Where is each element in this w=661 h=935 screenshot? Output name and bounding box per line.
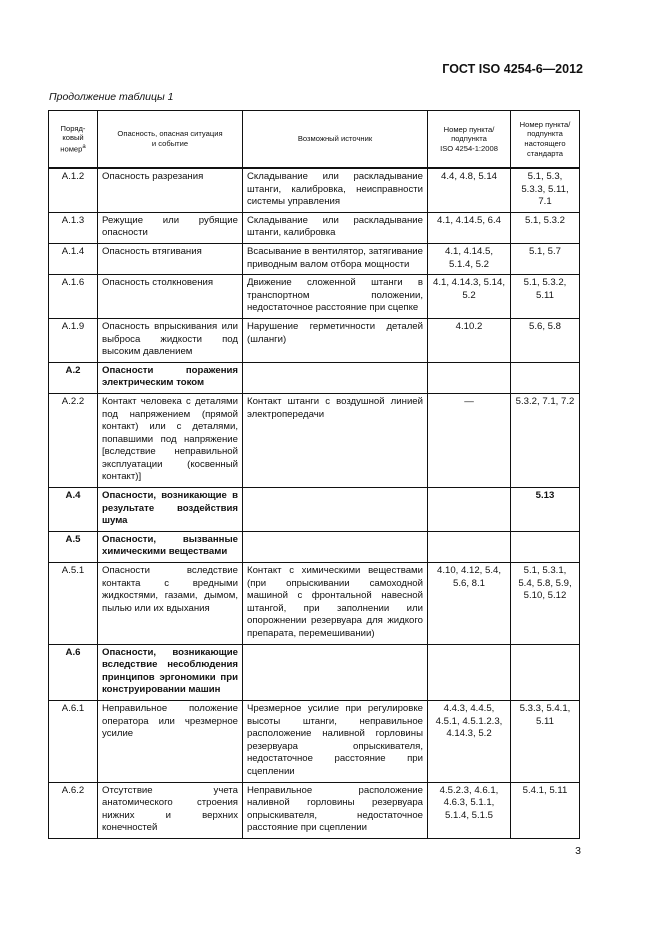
table-row — [49, 275, 580, 319]
table-row — [49, 488, 580, 532]
table-row — [49, 700, 580, 782]
row-iso-clause — [428, 488, 511, 532]
row-std-clause — [511, 644, 580, 700]
row-iso-clause: 4.1, 4.14.5, 5.1.4, 5.2 — [428, 243, 511, 274]
row-std-clause: 5.1, 5.7 — [511, 243, 580, 274]
row-std-clause: 5.4.1, 5.11 — [511, 782, 580, 838]
row-number: А.1.4 — [49, 243, 98, 274]
row-source: Контакт штанги с воздушной линией электропередачи — [243, 393, 428, 487]
row-number: А.4 — [49, 488, 98, 532]
table-row — [49, 531, 580, 562]
row-hazard: Опасности, вызванные химическими веществами — [98, 531, 243, 562]
row-iso-clause: — — [428, 393, 511, 487]
row-std-clause: 5.3.2, 7.1, 7.2 — [511, 393, 580, 487]
row-iso-clause: 4.10, 4.12, 5.4, 5.6, 8.1 — [428, 563, 511, 645]
table-caption: Продолжение таблицы 1 — [49, 91, 174, 103]
row-number: А.2.2 — [49, 393, 98, 487]
row-iso-clause: 4.4, 4.8, 5.14 — [428, 168, 511, 212]
row-number: А.5.1 — [49, 563, 98, 645]
row-source: Движение сложенной штанги в транспортном положении, недостаточное расстояние при сцепке — [243, 275, 428, 319]
hazards-table — [48, 110, 580, 839]
row-source: Складывание или раскладывание штанги, калибровка, неисправности системы управления — [243, 168, 428, 212]
table-row — [49, 212, 580, 243]
row-iso-clause: 4.10.2 — [428, 318, 511, 362]
row-source: Нарушение герметичности деталей (шланги) — [243, 318, 428, 362]
row-std-clause: 5.3.3, 5.4.1, 5.11 — [511, 700, 580, 782]
row-iso-clause — [428, 362, 511, 393]
row-std-clause: 5.1, 5.3.2, 5.11 — [511, 275, 580, 319]
table-row — [49, 362, 580, 393]
row-number: А.6.2 — [49, 782, 98, 838]
row-hazard: Контакт человека с деталями под напряжением (прямой контакт) или с деталями, попавшими под напряжение [вследствие неправильной эксплуатации (косвенный контакт)] — [98, 393, 243, 487]
row-iso-clause: 4.1, 4.14.5, 6.4 — [428, 212, 511, 243]
row-number: А.1.2 — [49, 168, 98, 212]
col-header-std-clause: Номер пункта/ подпункта настоящего стандарта — [511, 111, 580, 169]
row-std-clause — [511, 362, 580, 393]
row-number: А.2 — [49, 362, 98, 393]
row-iso-clause — [428, 531, 511, 562]
row-iso-clause: 4.1, 4.14.3, 5.14, 5.2 — [428, 275, 511, 319]
row-hazard: Опасность впрыскивания или выброса жидкости под высоким давлением — [98, 318, 243, 362]
row-source: Складывание или раскладывание штанги, калибровка — [243, 212, 428, 243]
row-number: А.6.1 — [49, 700, 98, 782]
row-source: Неправильное расположение наливной горловины резервуара опрыскивателя, недостаточное расстояние при сцеплении — [243, 782, 428, 838]
row-hazard: Опасности, возникающие вследствие несоблюдения принципов эргономики при конструировании машин — [98, 644, 243, 700]
table-row — [49, 782, 580, 838]
row-hazard: Опасности поражения электрическим током — [98, 362, 243, 393]
row-hazard: Отсутствие учета анатомического строения нижних и верхних конечностей — [98, 782, 243, 838]
row-source — [243, 531, 428, 562]
row-hazard: Опасность разрезания — [98, 168, 243, 212]
page-number: 3 — [575, 845, 581, 857]
row-source: Всасывание в вентилятор, затягивание приводным валом отбора мощности — [243, 243, 428, 274]
row-iso-clause: 4.5.2.3, 4.6.1, 4.6.3, 5.1.1, 5.1.4, 5.1.5 — [428, 782, 511, 838]
row-hazard: Опасности вследствие контакта с вредными жидкостями, газами, дымом, пылью или их вдыхания — [98, 563, 243, 645]
row-hazard: Неправильное положение оператора или чрезмерное усилие — [98, 700, 243, 782]
row-hazard: Опасность втягивания — [98, 243, 243, 274]
col-header-number: Поряд- ковый номер$^а$ — [49, 111, 98, 169]
row-std-clause: 5.6, 5.8 — [511, 318, 580, 362]
row-iso-clause: 4.4.3, 4.4.5, 4.5.1, 4.5.1.2.3, 4.14.3, 5.2 — [428, 700, 511, 782]
row-hazard: Режущие или рубящие опасности — [98, 212, 243, 243]
row-hazard: Опасность столкновения — [98, 275, 243, 319]
col-header-hazard: Опасность, опасная ситуация и событие — [98, 111, 243, 169]
table-row — [49, 168, 580, 212]
table-row — [49, 644, 580, 700]
row-source: Чрезмерное усилие при регулировке высоты штанги, неправильное расположение наливной горловины резервуара опрыскивателя, недостаточное расстояние при сцеплении — [243, 700, 428, 782]
row-std-clause: 5.1, 5.3.1, 5.4, 5.8, 5.9, 5.10, 5.12 — [511, 563, 580, 645]
footnote-mark: а — [82, 144, 86, 151]
row-number: А.5 — [49, 531, 98, 562]
row-source — [243, 488, 428, 532]
row-iso-clause — [428, 644, 511, 700]
table-row — [49, 393, 580, 487]
row-number: А.1.9 — [49, 318, 98, 362]
col-header-source: Возможный источник — [243, 111, 428, 169]
col-header-iso-clause: Номер пункта/ подпункта ISO 4254-1:2008 — [428, 111, 511, 169]
row-source: Контакт с химическими веществами (при опрыскивании самоходной машиной с фронтальной навесной штангой, при заполнении или опорожнении резервуара для жидкого препарата, перемешивании) — [243, 563, 428, 645]
row-std-clause: 5.1, 5.3, 5.3.3, 5.11, 7.1 — [511, 168, 580, 212]
row-number: А.1.3 — [49, 212, 98, 243]
row-number: А.1.6 — [49, 275, 98, 319]
row-source — [243, 362, 428, 393]
table-row — [49, 318, 580, 362]
row-hazard: Опасности, возникающие в результате воздействия шума — [98, 488, 243, 532]
row-std-clause: 5.1, 5.3.2 — [511, 212, 580, 243]
table-header-row — [49, 111, 580, 169]
row-std-clause: 5.13 — [511, 488, 580, 532]
row-number: А.6 — [49, 644, 98, 700]
row-source — [243, 644, 428, 700]
table-row — [49, 243, 580, 274]
table-row — [49, 563, 580, 645]
document-code: ГОСТ ISO 4254-6—2012 — [442, 62, 583, 76]
row-std-clause — [511, 531, 580, 562]
